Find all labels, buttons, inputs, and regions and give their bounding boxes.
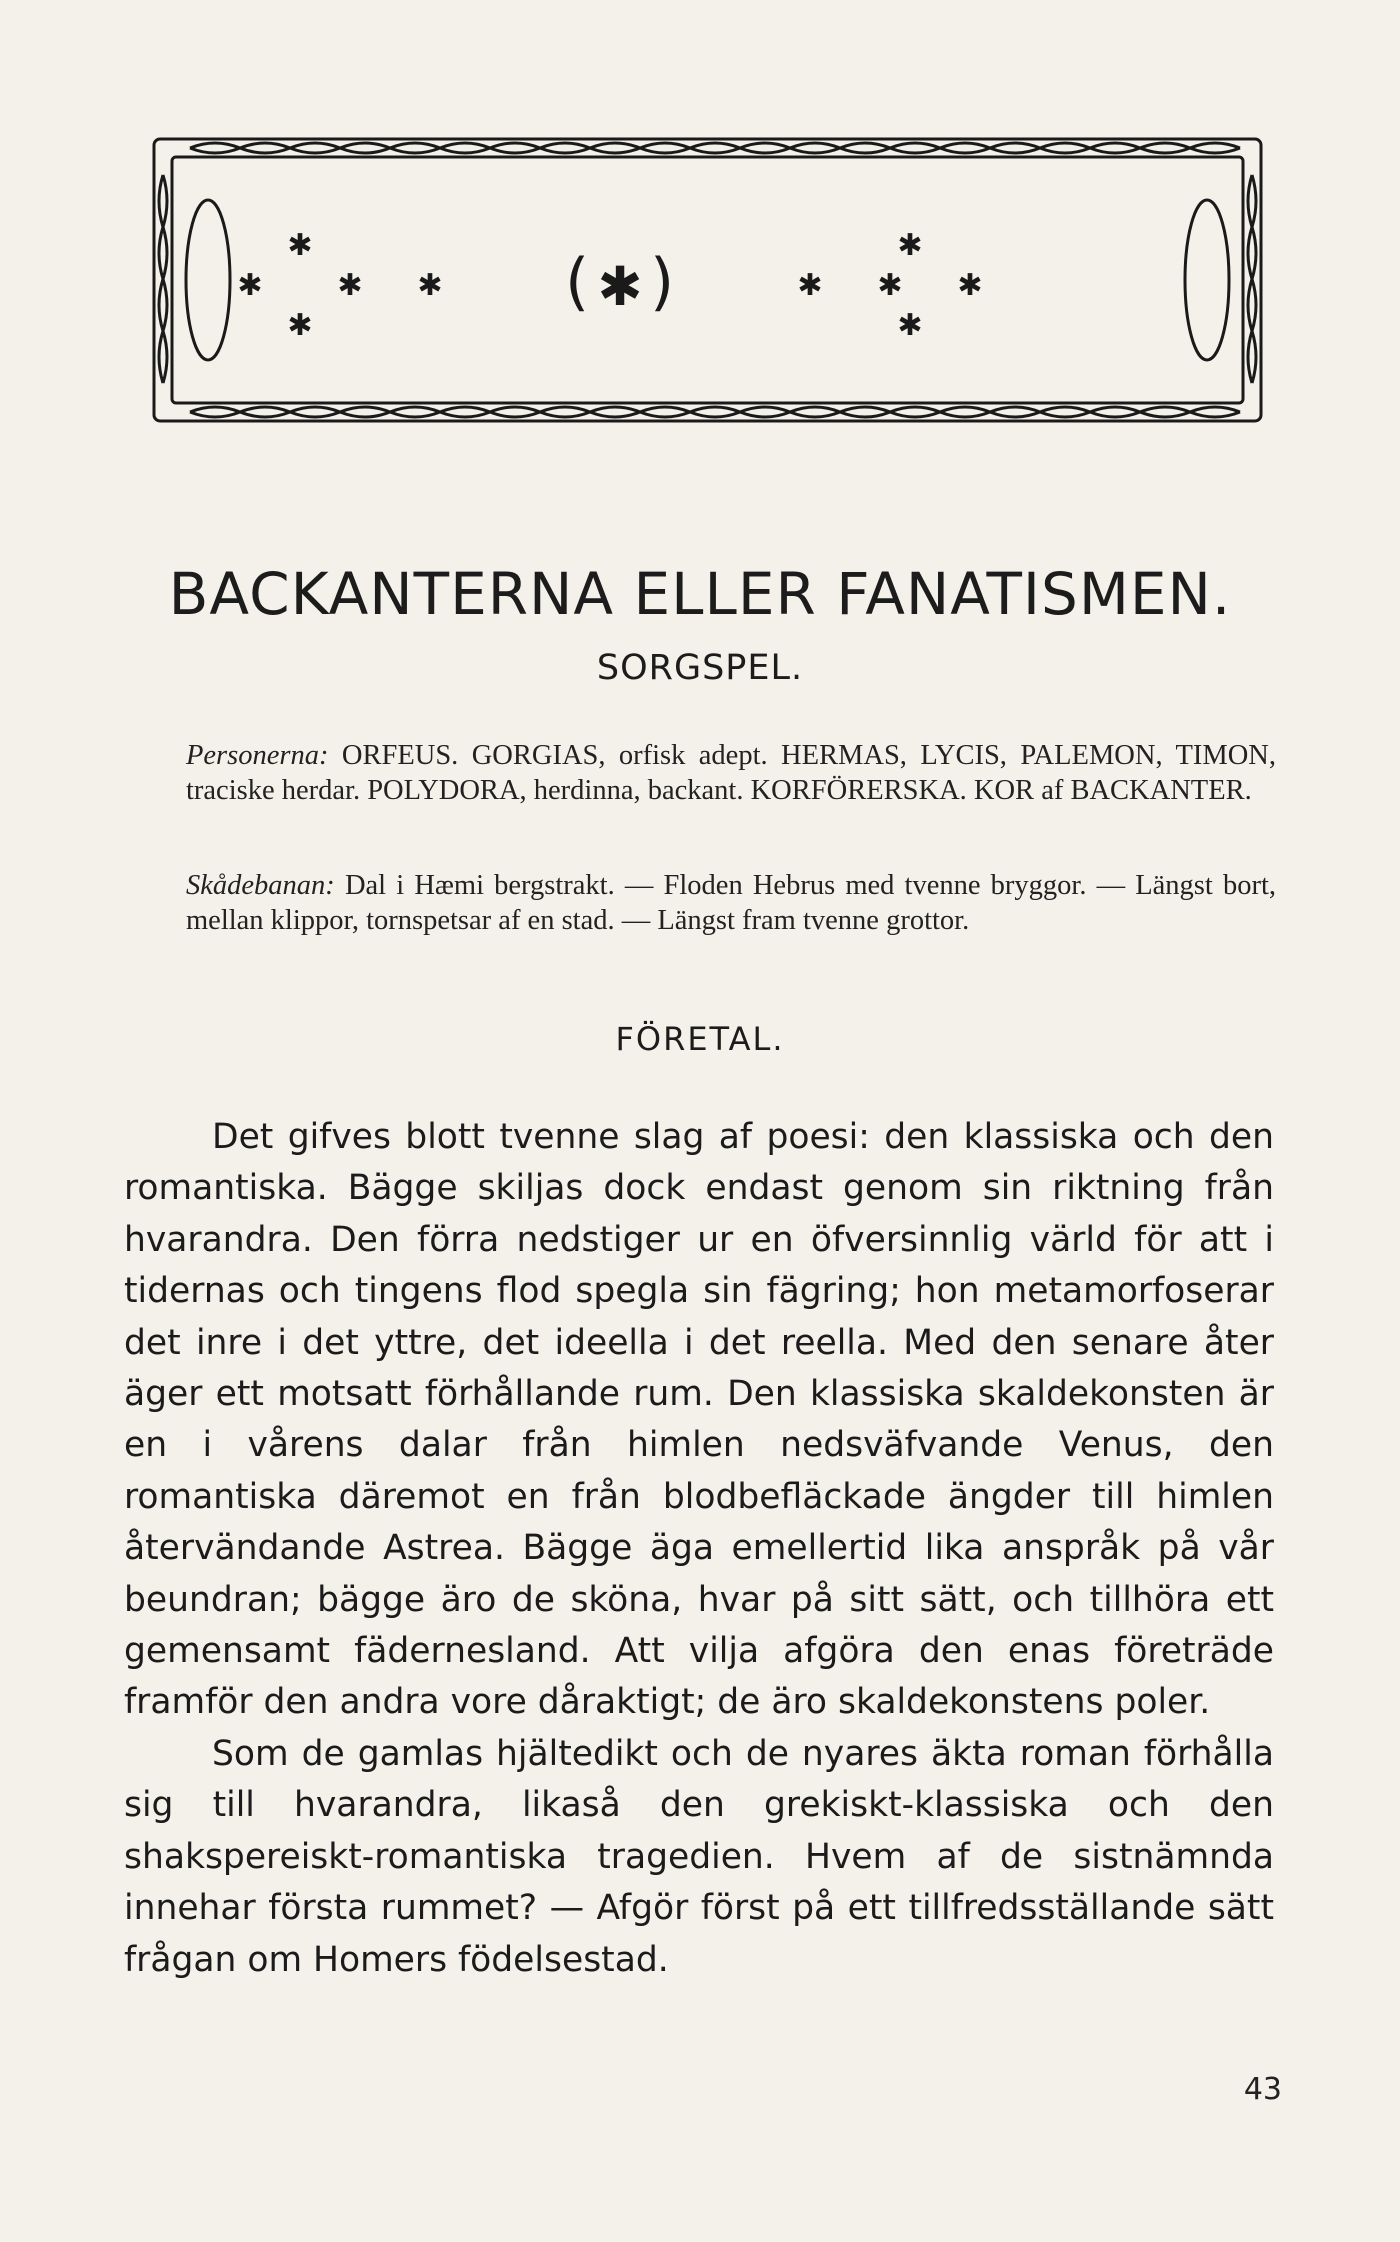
section-heading: FÖRETAL. [615, 1020, 785, 1058]
paragraph: Det gifves blott tvenne slag af poesi: den klassiska och den romantiska. Bägge skiljas dock endast genom sin riktning från hvarandra. Den förra nedstiger ur en öfversinnlig värld för att i tidernas och tingens flod spegla sin fägring; hon metamorfoserar det inre i det yttre, det ideella i det reella. Med den senare åter äger ett motsatt förhållande rum. Den klassiska skaldekonsten är en i vårens dalar från himlen nedsväfvande Venus, den romantiska däremot en från blodbefläckade ängder till himlen återvändande Astrea. Bägge äga emellertid lika anspråk på vår beundran; bägge äro de sköna, hvar på sitt sätt, och tillhöra ett gemensamt fädernesland. Att vilja afgöra den enas företräde framför den andra vore dåraktigt; de äro skaldekonstens poler. [124, 1117, 1274, 1723]
svg-text:✱: ✱ [337, 268, 363, 303]
svg-text:✱: ✱ [287, 228, 313, 263]
dramatis-text: ORFEUS. GORGIAS, orfisk adept. HERMAS, LYCIS, PALEMON, TIMON, traciske herdar. POLYDORA, herdinna, backant. KORFÖRERSKA. KOR af BACKANTER. [186, 740, 1276, 806]
page-number: 43 [1243, 2072, 1282, 2107]
scene-text: Dal i Hæmi bergstrakt. — Floden Hebrus med tvenne bryggor. — Längst bort, mellan klippor, tornspetsar af en stad. — Längst fram tvenne grottor. [186, 870, 1277, 936]
preface-text [124, 1112, 1274, 1986]
svg-text:✱: ✱ [877, 268, 903, 303]
play-title: BACKANTERNA ELLER FANATISMEN. [168, 560, 1232, 628]
dramatis-personae [186, 738, 1276, 808]
svg-text:✱: ✱ [597, 255, 643, 318]
scene-label: Skådebanan: [186, 870, 335, 901]
dramatis-label: Personerna: [186, 740, 329, 771]
svg-text:✱: ✱ [957, 268, 983, 303]
paragraph: Som de gamlas hjältedikt och de nyares äkta roman förhålla sig till hvarandra, likaså den grekiskt-klassiska och den shakspereiskt-romantiska tragedien. Hvem af de sistnämnda innehar första rummet? — Afgör först på ett tillfredsställande sätt frågan om Homers födelsestad. [124, 1733, 1274, 1980]
svg-text:✱: ✱ [237, 268, 263, 303]
svg-text:(: ( [565, 245, 590, 318]
svg-text:✱: ✱ [797, 268, 823, 303]
svg-text:✱: ✱ [417, 268, 443, 303]
svg-text:): ) [650, 245, 675, 318]
scene-description [186, 868, 1276, 938]
svg-text:✱: ✱ [897, 228, 923, 263]
svg-text:✱: ✱ [897, 308, 923, 343]
play-subtitle: SORGSPEL. [596, 648, 804, 688]
svg-text:✱: ✱ [287, 308, 313, 343]
decorative-header-ornament [150, 135, 1265, 425]
